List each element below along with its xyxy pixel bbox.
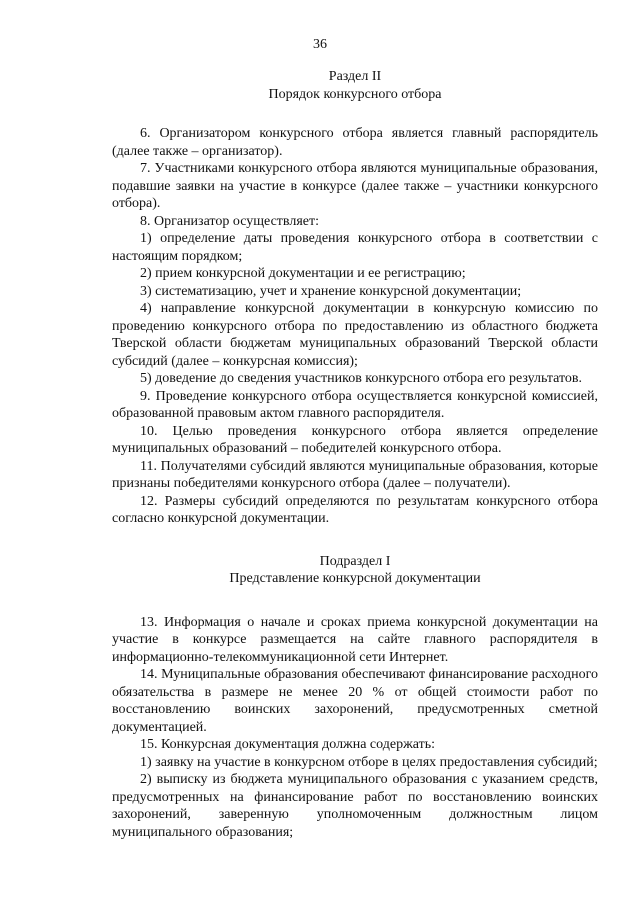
paragraph: 8. Организатор осуществляет: <box>140 213 319 229</box>
list-item: 2) выписку из бюджета муниципального образования с указанием средств, предусмотренных на финансирование работ по восстановлению воинских захоронений, заверенную уполномоченным должностным лицом муниципального образования; <box>112 772 598 840</box>
list-item: 4) направление конкурсной документации в конкурсную комиссию по проведению конкурсного отбора по предоставлению из областного бюджета Тверской области бюджетам муниципальных образований Тверской области субсидий (далее – конкурсная комиссия); <box>112 301 598 369</box>
list-item: 3) систематизацию, учет и хранение конкурсной документации; <box>140 283 522 299</box>
document-body <box>112 68 598 841</box>
paragraph: 15. Конкурсная документация должна содержать: <box>140 737 435 752</box>
section-label: Раздел II <box>328 69 382 84</box>
subsection-paragraphs <box>112 614 598 842</box>
list-item: 1) определение даты проведения конкурсного отбора в соответствии с настоящим порядком; <box>112 231 598 264</box>
page-number: 36 <box>313 37 327 52</box>
paragraph: 7. Участниками конкурсного отбора являются муниципальные образования, подавшие заявки на участие в конкурсе (далее также – участники конкурсного отбора). <box>112 161 598 211</box>
paragraph: 10. Целью проведения конкурсного отбора является определение муниципальных образований – победителей конкурсного отбора. <box>112 423 598 456</box>
section-paragraphs <box>112 125 598 528</box>
list-item: 5) доведение до сведения участников конкурсного отбора его результатов. <box>140 371 582 386</box>
paragraph: 11. Получателями субсидий являются муниципальные образования, которые признаны победителями конкурсного отбора (далее – получатели). <box>112 458 598 491</box>
section-heading <box>112 68 598 103</box>
list-item: 1) заявку на участие в конкурсном отборе в целях предоставления субсидий; <box>140 754 598 770</box>
subsection-heading <box>112 553 598 588</box>
paragraph: 14. Муниципальные образования обеспечивают финансирование расходного обязательства в размере не менее 20 % от общей стоимости работ по восстановлению воинских захоронений, предусмотренных сметной документацией. <box>112 667 598 735</box>
list-item: 2) прием конкурсной документации и ее регистрацию; <box>140 266 466 281</box>
section-title: Порядок конкурсного отбора <box>268 86 442 102</box>
paragraph: 13. Информация о начале и сроках приема конкурсной документации на участие в конкурсе размещается на сайте главного распорядителя в информационно-телекоммуникационной сети Интернет. <box>112 614 598 665</box>
paragraph: 6. Организатором конкурсного отбора является главный распорядитель (далее также – организатор). <box>112 126 598 159</box>
paragraph: 9. Проведение конкурсного отбора осуществляется конкурсной комиссией, образованной правовым актом главного распорядителя. <box>112 388 598 421</box>
paragraph: 12. Размеры субсидий определяются по результатам конкурсного отбора согласно конкурсной документации. <box>112 493 598 526</box>
subsection-label: Подраздел I <box>319 553 391 569</box>
subsection-title: Представление конкурсной документации <box>229 571 481 586</box>
